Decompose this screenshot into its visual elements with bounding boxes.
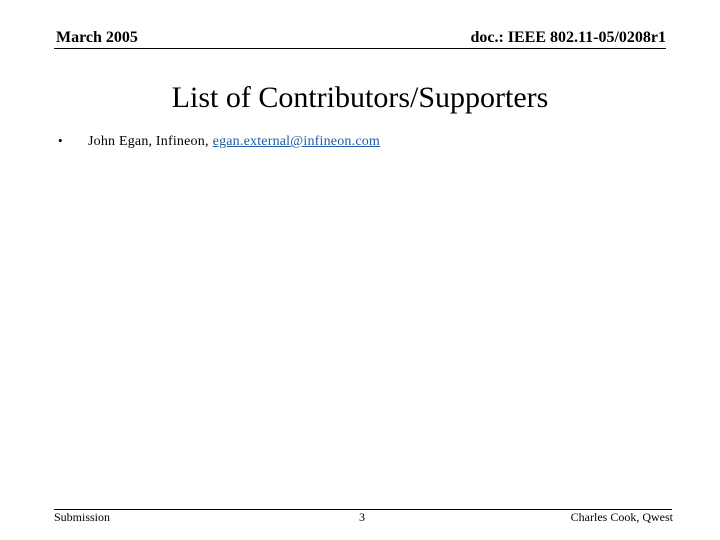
- footer-author: Charles Cook, Qwest: [570, 510, 673, 524]
- contributor-email-link[interactable]: egan.external@infineon.com: [212, 134, 381, 149]
- list-item: [58, 130, 380, 153]
- header-date: March 2005: [56, 29, 138, 46]
- bullet-icon: •: [58, 133, 63, 148]
- contributor-name: John Egan, Infineon,: [88, 134, 209, 149]
- header-divider: [54, 48, 666, 49]
- contributor-entry: [88, 131, 380, 153]
- slide-title: List of Contributors/Supporters: [171, 81, 549, 114]
- contributor-list: [58, 130, 380, 153]
- page-number: 3: [359, 510, 365, 524]
- header-document-id: doc.: IEEE 802.11-05/0208r1: [470, 29, 666, 46]
- footer-submission-label: Submission: [54, 510, 111, 524]
